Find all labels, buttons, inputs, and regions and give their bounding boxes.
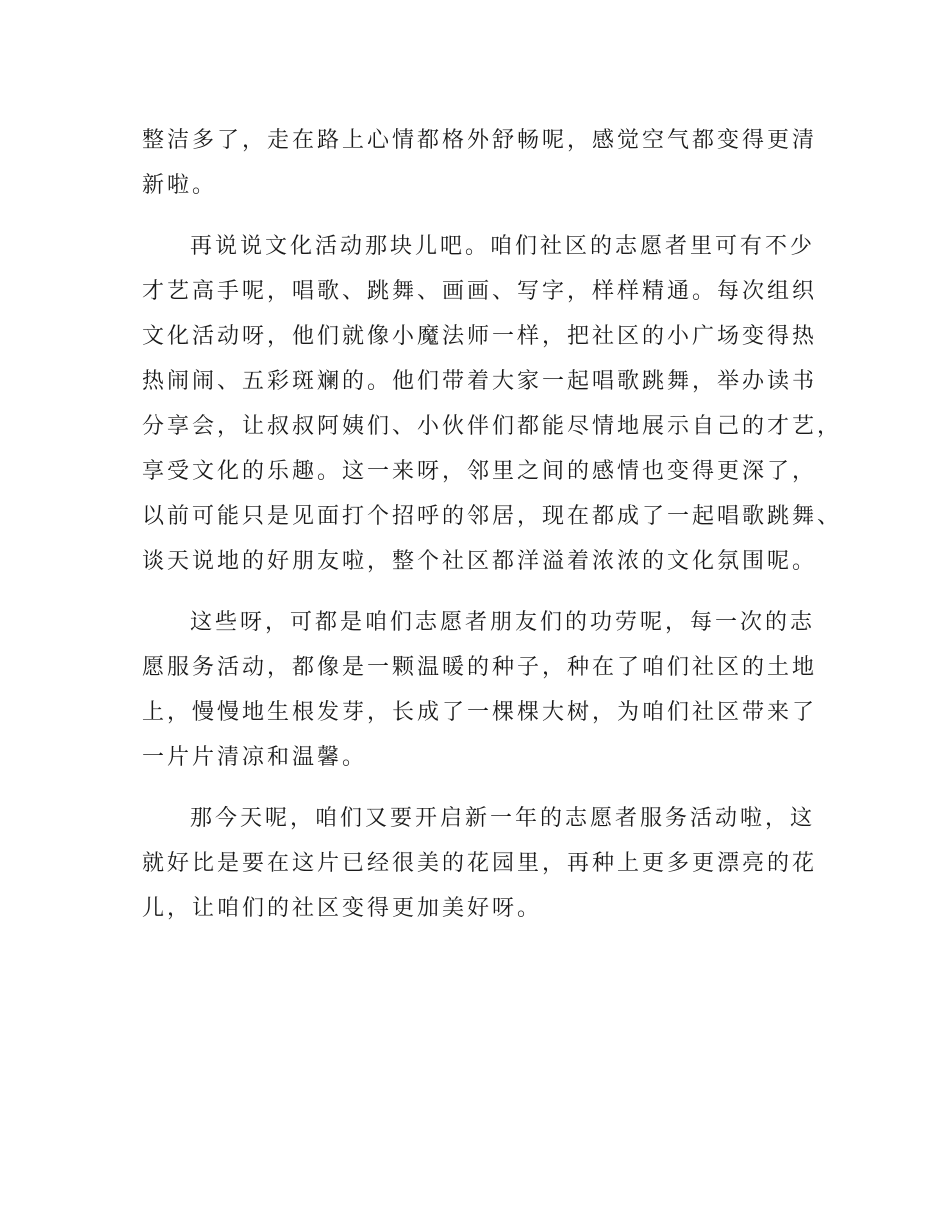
text-line: 上，慢慢地生根发芽，长成了一棵棵大树，为咱们社区带来了 bbox=[142, 700, 818, 725]
text-line: 整洁多了，走在路上心情都格外舒畅呢，感觉空气都变得更清 bbox=[142, 128, 818, 153]
text-line: 再说说文化活动那块儿吧。咱们社区的志愿者里可有不少 bbox=[190, 234, 816, 259]
text-line: 分享会，让叔叔阿姨们、小伙伴们都能尽情地展示自己的才艺， bbox=[142, 414, 843, 439]
text-line: 享受文化的乐趣。这一来呀，邻里之间的感情也变得更深了， bbox=[142, 459, 818, 484]
text-line: 那今天呢，咱们又要开启新一年的志愿者服务活动啦，这 bbox=[190, 806, 816, 831]
text-line: 才艺高手呢，唱歌、跳舞、画画、写字，样样精通。每次组织 bbox=[142, 279, 818, 304]
paragraph-volunteer-credit bbox=[142, 600, 832, 780]
text-line: 热闹闹、五彩斑斓的。他们带着大家一起唱歌跳舞，举办读书 bbox=[142, 369, 818, 394]
document-body bbox=[142, 118, 843, 947]
text-line: 儿，让咱们的社区变得更加美好呀。 bbox=[142, 896, 543, 921]
text-line: 就好比是要在这片已经很美的花园里，再种上更多更漂亮的花 bbox=[142, 851, 818, 876]
paragraph-culture-activities bbox=[142, 224, 843, 584]
text-line: 文化活动呀，他们就像小魔法师一样，把社区的小广场变得热 bbox=[142, 324, 818, 349]
text-line: 新啦。 bbox=[142, 173, 218, 198]
text-line: 这些呀，可都是咱们志愿者朋友们的功劳呢，每一次的志 bbox=[190, 610, 816, 635]
paragraph-new-year-launch bbox=[142, 796, 832, 931]
text-line: 谈天说地的好朋友啦，整个社区都洋溢着浓浓的文化氛围呢。 bbox=[142, 549, 818, 574]
paragraph-continuation bbox=[142, 118, 832, 208]
text-line: 一片片清凉和温馨。 bbox=[142, 745, 368, 770]
text-line: 以前可能只是见面打个招呼的邻居，现在都成了一起唱歌跳舞、 bbox=[142, 504, 843, 529]
text-line: 愿服务活动，都像是一颗温暖的种子，种在了咱们社区的土地 bbox=[142, 655, 818, 680]
